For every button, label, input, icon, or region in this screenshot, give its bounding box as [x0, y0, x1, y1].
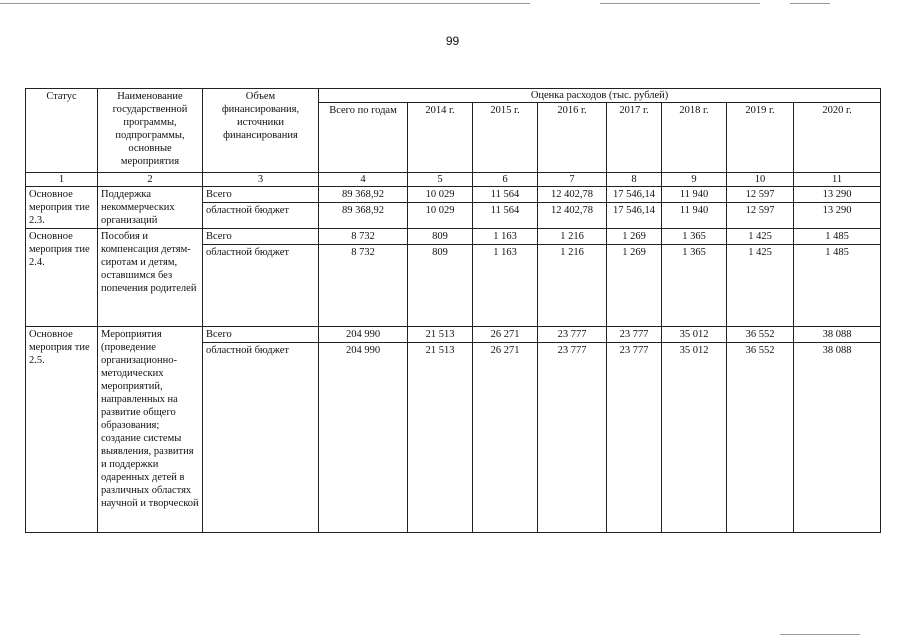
source-label: областной бюджет: [203, 343, 319, 533]
column-number: 7: [538, 173, 607, 187]
value-cell: 809: [408, 229, 473, 245]
value-cell: 11 940: [662, 187, 727, 203]
value-cell: 1 365: [662, 229, 727, 245]
column-number-row: [26, 173, 881, 187]
column-number: 9: [662, 173, 727, 187]
source-label: областной бюджет: [203, 245, 319, 327]
value-cell: 26 271: [473, 343, 538, 533]
header-year-2020: 2020 г.: [794, 103, 881, 173]
column-number: 5: [408, 173, 473, 187]
value-cell: 1 216: [538, 245, 607, 327]
value-cell: 204 990: [319, 327, 408, 343]
column-number: 4: [319, 173, 408, 187]
value-cell: 1 425: [727, 245, 794, 327]
bottom-scan-rule: [780, 634, 860, 635]
value-cell: 35 012: [662, 343, 727, 533]
table-row: [26, 187, 881, 203]
header-year-2018: 2018 г.: [662, 103, 727, 173]
value-cell: 12 402,78: [538, 187, 607, 203]
value-cell: 17 546,14: [607, 187, 662, 203]
value-cell: 1 425: [727, 229, 794, 245]
header-estimate: Оценка расходов (тыс. рублей): [319, 89, 881, 103]
value-cell: 23 777: [607, 327, 662, 343]
column-number: 11: [794, 173, 881, 187]
value-cell: 1 163: [473, 229, 538, 245]
value-cell: 38 088: [794, 343, 881, 533]
header-year-2014: 2014 г.: [408, 103, 473, 173]
header-status: Статус: [26, 89, 98, 173]
value-cell: 12 597: [727, 203, 794, 229]
value-cell: 11 564: [473, 187, 538, 203]
column-number: 8: [607, 173, 662, 187]
value-cell: 36 552: [727, 343, 794, 533]
budget-table: [25, 88, 881, 533]
value-cell: 35 012: [662, 327, 727, 343]
value-cell: 89 368,92: [319, 187, 408, 203]
value-cell: 12 597: [727, 187, 794, 203]
top-scan-rule-2: [600, 3, 760, 4]
value-cell: 17 546,14: [607, 203, 662, 229]
table-row: [26, 327, 881, 343]
table-row: [26, 229, 881, 245]
column-number: 3: [203, 173, 319, 187]
value-cell: 8 732: [319, 229, 408, 245]
column-number: 10: [727, 173, 794, 187]
column-number: 1: [26, 173, 98, 187]
value-cell: 11 564: [473, 203, 538, 229]
value-cell: 1 163: [473, 245, 538, 327]
value-cell: 13 290: [794, 203, 881, 229]
header-year-2017: 2017 г.: [607, 103, 662, 173]
value-cell: 38 088: [794, 327, 881, 343]
row-name: Поддержка некоммерческих организаций: [98, 187, 203, 229]
header-year-2019: 2019 г.: [727, 103, 794, 173]
value-cell: 1 485: [794, 245, 881, 327]
value-cell: 26 271: [473, 327, 538, 343]
value-cell: 21 513: [408, 327, 473, 343]
value-cell: 10 029: [408, 203, 473, 229]
top-scan-rule-3: [790, 3, 830, 4]
value-cell: 8 732: [319, 245, 408, 327]
value-cell: 11 940: [662, 203, 727, 229]
row-name: Мероприятия (проведение организационно-методических мероприятий, направленных на развитие общего образования; создание системы выявления, развития и поддержки одаренных детей в различных областях научной и творческой: [98, 327, 203, 533]
row-status: Основное мероприя тие 2.5.: [26, 327, 98, 533]
value-cell: 10 029: [408, 187, 473, 203]
source-label: Всего: [203, 229, 319, 245]
source-label: Всего: [203, 327, 319, 343]
source-label: Всего: [203, 187, 319, 203]
header-name: Наименование государственной программы, подпрограммы, основные мероприятия: [98, 89, 203, 173]
column-number: 6: [473, 173, 538, 187]
source-label: областной бюджет: [203, 203, 319, 229]
value-cell: 23 777: [607, 343, 662, 533]
value-cell: 23 777: [538, 327, 607, 343]
value-cell: 204 990: [319, 343, 408, 533]
page-number: 99: [445, 34, 460, 48]
header-year-total: Всего по годам: [319, 103, 408, 173]
header-year-2015: 2015 г.: [473, 103, 538, 173]
header-volume: Объем финансирования, источники финансирования: [203, 89, 319, 173]
row-status: Основное мероприя тие 2.3.: [26, 187, 98, 229]
value-cell: 1 216: [538, 229, 607, 245]
value-cell: 1 269: [607, 229, 662, 245]
row-name: Пособия и компенсация детям-сиротам и детям, оставшимся без попечения родителей: [98, 229, 203, 327]
value-cell: 1 365: [662, 245, 727, 327]
value-cell: 13 290: [794, 187, 881, 203]
value-cell: 89 368,92: [319, 203, 408, 229]
value-cell: 12 402,78: [538, 203, 607, 229]
value-cell: 809: [408, 245, 473, 327]
value-cell: 1 485: [794, 229, 881, 245]
header-year-2016: 2016 г.: [538, 103, 607, 173]
column-number: 2: [98, 173, 203, 187]
value-cell: 36 552: [727, 327, 794, 343]
value-cell: 21 513: [408, 343, 473, 533]
row-status: Основное мероприя тие 2.4.: [26, 229, 98, 327]
value-cell: 23 777: [538, 343, 607, 533]
top-scan-rule: [0, 3, 530, 4]
value-cell: 1 269: [607, 245, 662, 327]
